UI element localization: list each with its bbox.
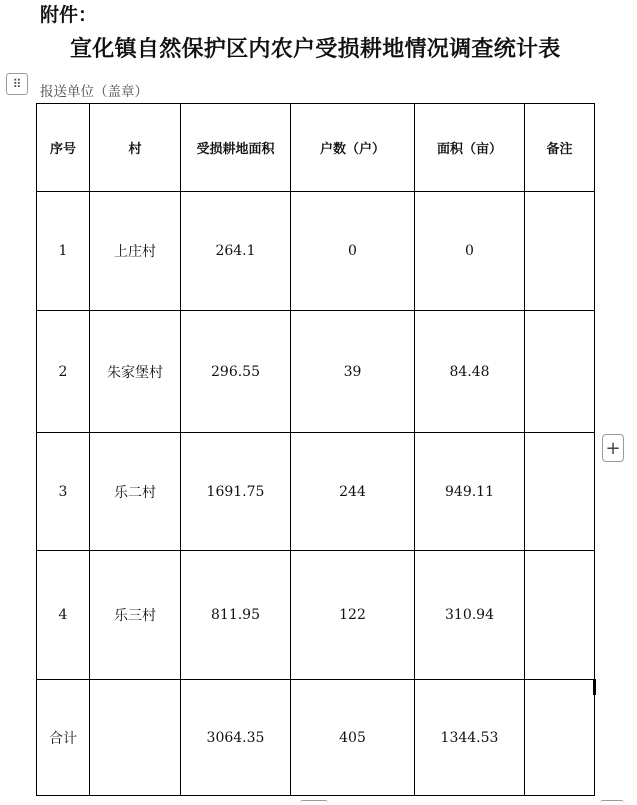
table-cell[interactable]: 1691.75 [181,433,291,551]
header-cell[interactable]: 备注 [525,104,595,192]
table-cell[interactable] [525,551,595,680]
table-cell[interactable]: 84.48 [415,311,525,433]
table-move-handle[interactable] [6,73,28,95]
table-cell[interactable]: 0 [291,192,415,311]
table-cell[interactable]: 乐三村 [90,551,181,680]
table-cell[interactable]: 2 [37,311,90,433]
table-cell[interactable]: 乐二村 [90,433,181,551]
table-cell[interactable] [525,433,595,551]
table-cell[interactable]: 811.95 [181,551,291,680]
plus-icon: + [605,437,621,459]
table-cell[interactable]: 296.55 [181,311,291,433]
add-column-button[interactable] [602,434,624,462]
document-title: 宣化镇自然保护区内农户受损耕地情况调查统计表 [70,37,561,62]
table-cell[interactable]: 上庄村 [90,192,181,311]
table-cell[interactable]: 朱家堡村 [90,311,181,433]
table-cell[interactable]: 3 [37,433,90,551]
header-cell[interactable]: 面积（亩） [415,104,525,192]
text-cursor [593,679,596,695]
table-row [37,311,595,433]
table-cell[interactable] [525,311,595,433]
table-cell[interactable]: 39 [291,311,415,433]
attachment-label: 附件： [40,4,98,26]
table-cell[interactable]: 合计 [37,680,90,796]
table-row [37,433,595,551]
table-cell[interactable]: 3064.35 [181,680,291,796]
move-handle-icon: ⠿ [12,77,22,91]
table-cell[interactable]: 1344.53 [415,680,525,796]
table-cell[interactable]: 405 [291,680,415,796]
table-cell[interactable]: 1 [37,192,90,311]
table-row [37,551,595,680]
page-edge-marker [300,800,328,805]
stats-table[interactable] [36,103,595,796]
table-cell[interactable] [525,680,595,796]
table-cell[interactable]: 310.94 [415,551,525,680]
header-cell[interactable]: 户数（户） [291,104,415,192]
header-cell[interactable]: 村 [90,104,181,192]
table-header-row [37,104,595,192]
table-total-row [37,680,595,796]
table-cell[interactable]: 949.11 [415,433,525,551]
table-cell[interactable]: 264.1 [181,192,291,311]
table-cell[interactable]: 244 [291,433,415,551]
table-cell[interactable] [90,680,181,796]
table-cell[interactable]: 4 [37,551,90,680]
sender-unit-line: 报送单位（盖章） [40,84,148,100]
table-row [37,192,595,311]
page-edge-marker [600,800,624,805]
header-cell[interactable]: 序号 [37,104,90,192]
table-cell[interactable]: 122 [291,551,415,680]
header-cell[interactable]: 受损耕地面积 [181,104,291,192]
table-cell[interactable] [525,192,595,311]
table-cell[interactable]: 0 [415,192,525,311]
